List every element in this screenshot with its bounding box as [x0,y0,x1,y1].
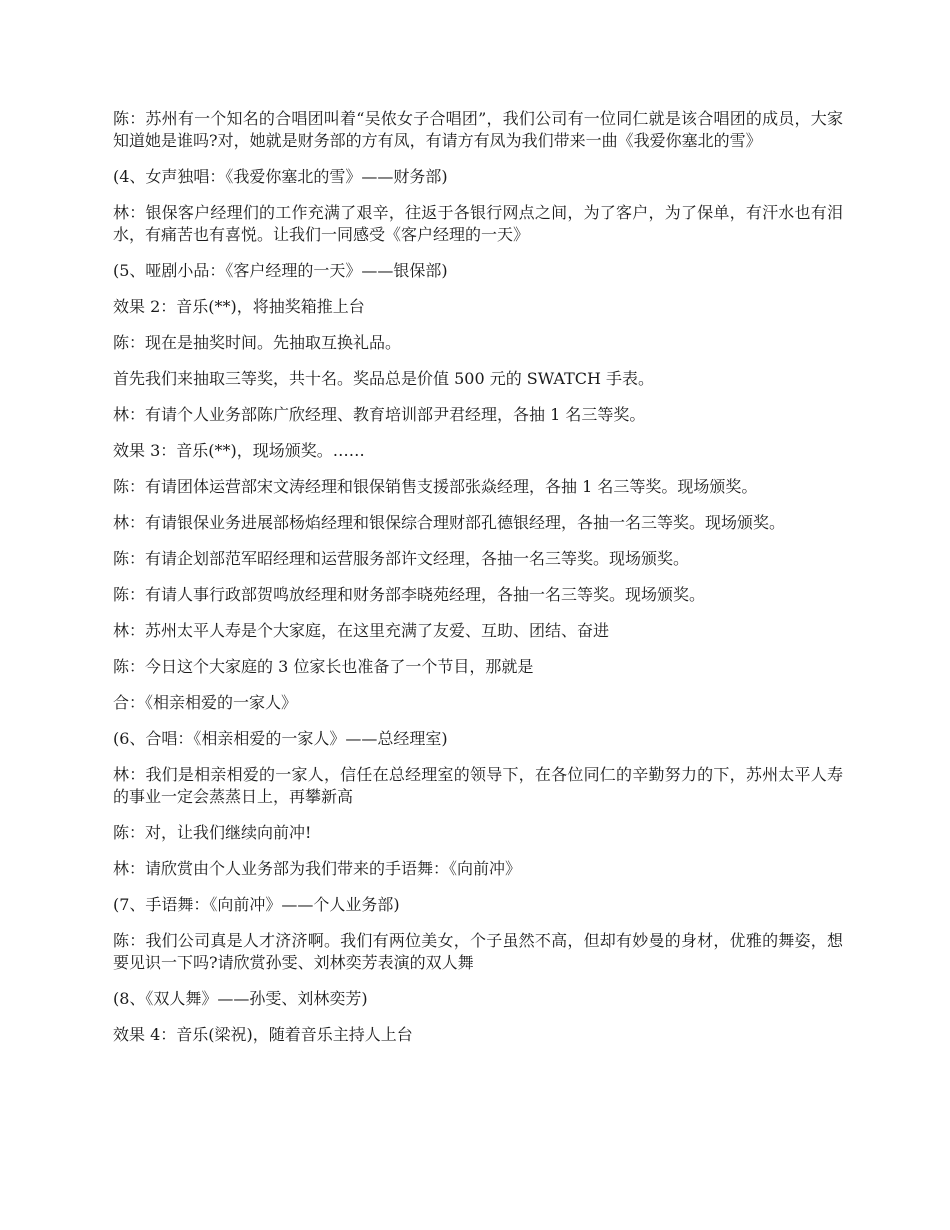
paragraph-20: 林：请欣赏由个人业务部为我们带来的手语舞：《向前冲》 [113,859,522,878]
paragraph-9: 效果 3：音乐(**)，现场颁奖。…… [113,441,365,460]
paragraph-7: 首先我们来抽取三等奖，共十名。奖品总是价值 500 元的 SWATCH 手表。 [113,369,655,388]
paragraph-16: 合：《相亲相爱的一家人》 [113,693,298,712]
document-page [113,108,843,1060]
paragraph-24: 效果 4：音乐(梁祝)，随着音乐主持人上台 [113,1025,413,1044]
paragraph-5: 效果 2：音乐(**)，将抽奖箱推上台 [113,297,365,316]
paragraph-22: 陈：我们公司真是人才济济啊。我们有两位美女，个子虽然不高，但却有妙曼的身材，优雅的舞姿，想要见识一下吗?请欣赏孙雯、刘林奕芳表演的双人舞 [113,931,843,972]
paragraph-11: 林：有请银保业务进展部杨焰经理和银保综合理财部孔德银经理，各抽一名三等奖。现场颁奖。 [113,513,786,532]
paragraph-13: 陈：有请人事行政部贺鸣放经理和财务部李晓苑经理，各抽一名三等奖。现场颁奖。 [113,585,706,604]
paragraph-18: 林：我们是相亲相爱的一家人，信任在总经理室的领导下，在各位同仁的辛勤努力的下，苏州太平人寿的事业一定会蒸蒸日上，再攀新高 [113,765,843,806]
paragraph-19: 陈：对，让我们继续向前冲! [113,823,312,842]
paragraph-23: (8、《双人舞》——孙雯、刘林奕芳) [113,989,368,1008]
paragraph-1: 陈：苏州有一个知名的合唱团叫着“吴侬女子合唱团”，我们公司有一位同仁就是该合唱团的成员，大家知道她是谁吗?对，她就是财务部的方有凤，有请方有凤为我们带来一曲《我爱你塞北的雪》 [113,109,843,150]
paragraph-3: 林：银保客户经理们的工作充满了艰辛，往返于各银行网点之间，为了客户，为了保单，有汗水也有泪水，有痛苦也有喜悦。让我们一同感受《客户经理的一天》 [113,203,843,244]
paragraph-10: 陈：有请团体运营部宋文涛经理和银保销售支援部张焱经理，各抽 1 名三等奖。现场颁奖。 [113,477,758,496]
paragraph-6: 陈：现在是抽奖时间。先抽取互换礼品。 [113,333,402,352]
paragraph-2: (4、女声独唱：《我爱你塞北的雪》——财务部) [113,167,448,186]
paragraph-21: (7、手语舞：《向前冲》——个人业务部) [113,895,400,914]
paragraph-17: (6、合唱：《相亲相爱的一家人》——总经理室) [113,729,448,748]
paragraph-4: (5、哑剧小品：《客户经理的一天》——银保部) [113,261,448,280]
paragraph-12: 陈：有请企划部范军昭经理和运营服务部许文经理，各抽一名三等奖。现场颁奖。 [113,549,690,568]
paragraph-14: 林：苏州太平人寿是个大家庭，在这里充满了友爱、互助、团结、奋进 [113,621,610,640]
paragraph-8: 林：有请个人业务部陈广欣经理、教育培训部尹君经理，各抽 1 名三等奖。 [113,405,646,424]
paragraph-15: 陈：今日这个大家庭的 3 位家长也准备了一个节目，那就是 [113,657,534,676]
